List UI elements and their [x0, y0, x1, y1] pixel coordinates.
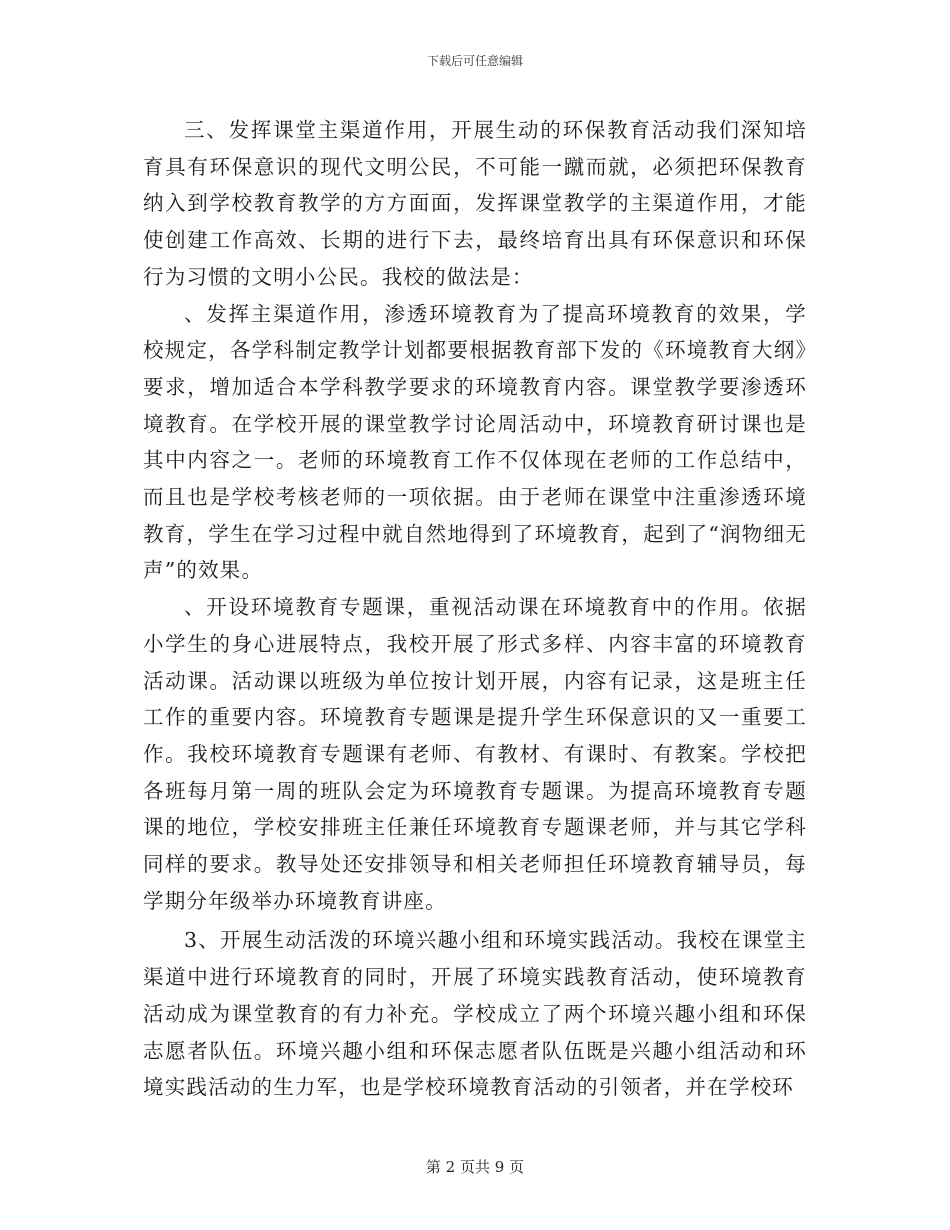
- paragraph-item-two: 、开设环境教育专题课，重视活动课在环境教育中的作用。依据小学生的身心进展特点，我校开展了形式多样、内容丰富的环境教育活动课。活动课以班级为单位按计划开展，内容有记录，这是班主任工作的重要内容。环境教育专题课是提升学生环保意识的又一重要工作。我校环境教育专题课有老师、有教材、有课时、有教案。学校把各班每月第一周的班队会定为环境教育专题课。为提高环境教育专题课的地位，学校安排班主任兼任环境教育专题课老师，并与其它学科同样的要求。教导处还安排领导和相关老师担任环境教育辅导员，每学期分年级举办环境教育讲座。: [143, 595, 807, 913]
- page-header: 下载后可任意编辑: [426, 54, 523, 68]
- paragraph-item-one: 、发挥主渠道作用，渗透环境教育为了提高环境教育的效果，学校规定，各学科制定教学计划都要根据教育部下发的《环境教育大纲》要求，增加适合本学科教学要求的环境教育内容。课堂教学要渗透环境教育。在学校开展的课堂教学讨论周活动中，环境教育研讨课也是其中内容之一。老师的环境教育工作不仅体现在老师的工作总结中，而且也是学校考核老师的一项依据。由于老师在课堂中注重渗透环境教育，学生在学习过程中就自然地得到了环境教育，起到了“润物细无声”的效果。: [143, 301, 807, 583]
- document-body: [143, 112, 807, 1106]
- paragraph-section-three: 三、发挥课堂主渠道作用，开展生动的环保教育活动我们深知培育具有环保意识的现代文明公民，不可能一蹴而就，必须把环保教育纳入到学校教育教学的方方面面，发挥课堂教学的主渠道作用，才能使创建工作高效、长期的进行下去，最终培育出具有环保意识和环保行为习惯的文明小公民。我校的做法是：: [143, 118, 807, 289]
- page-number-footer: 第 2 页共 9 页: [425, 1158, 525, 1176]
- paragraph-item-three: 3、开展生动活泼的环境兴趣小组和环境实践活动。我校在课堂主渠道中进行环境教育的同时，开展了环境实践教育活动，使环境教育活动成为课堂教育的有力补充。学校成立了两个环境兴趣小组和环保志愿者队伍。环境兴趣小组和环保志愿者队伍既是兴趣小组活动和环境实践活动的生力军，也是学校环境教育活动的引领者，并在学校环: [143, 928, 807, 1100]
